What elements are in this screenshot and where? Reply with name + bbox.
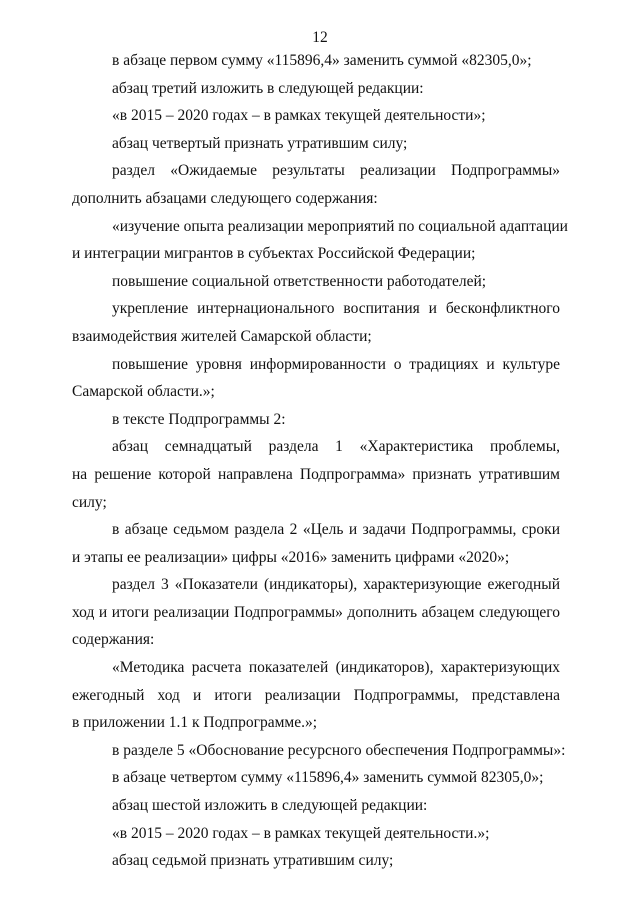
text-line: в приложении 1.1 к Подпрограмме.»; (72, 714, 318, 732)
text-line: абзац четвертый признать утратившим силу; (112, 134, 408, 152)
text-line: на решение которой направлена Подпрограмма» признать утратившим (72, 465, 560, 483)
text-line: абзац семнадцатый раздела 1 «Характеристика проблемы, (112, 438, 560, 456)
text-line: ход и итоги реализации Подпрограммы» дополнить абзацем следующего (72, 603, 560, 621)
text-line: «Методика расчета показателей (индикаторов), характеризующих (112, 659, 560, 677)
text-line: содержания: (72, 631, 155, 649)
text-line: укрепление интернационального воспитания и бесконфликтного (112, 300, 560, 318)
text-line: раздел 3 «Показатели (индикаторы), характеризующие ежегодный (112, 576, 560, 594)
text-line: абзац седьмой признать утратившим силу; (112, 852, 394, 870)
text-line: в абзаце четвертом сумму «115896,4» заменить суммой 82305,0»; (112, 769, 544, 787)
text-line: взаимодействия жителей Самарской области; (72, 327, 372, 345)
text-line: ежегодный ход и итоги реализации Подпрограммы, представлена (72, 686, 560, 704)
text-line: в разделе 5 «Обоснование ресурсного обеспечения Подпрограммы»: (112, 741, 566, 759)
text-line: и этапы ее реализации» цифры «2016» заменить цифрами «2020»; (72, 548, 510, 566)
text-line: «изучение опыта реализации мероприятий по социальной адаптации (112, 217, 568, 235)
text-line: силу; (72, 493, 107, 511)
text-line: повышение социальной ответственности работодателей; (112, 272, 487, 290)
text-line: и интеграции мигрантов в субъектах Российской Федерации; (72, 245, 476, 263)
text-line: раздел «Ожидаемые результаты реализации Подпрограммы» (112, 162, 560, 180)
text-line: в абзаце первом сумму «115896,4» заменить суммой «82305,0»; (112, 52, 532, 69)
text-line: абзац третий изложить в следующей редакции: (112, 79, 424, 97)
text-line: Самарской области.»; (72, 383, 215, 401)
text-line: в тексте Подпрограммы 2: (112, 410, 286, 428)
text-line: повышение уровня информированности о традициях и культуре (112, 355, 560, 373)
text-line: «в 2015 – 2020 годах – в рамках текущей деятельности»; (112, 107, 486, 125)
text-line: абзац шестой изложить в следующей редакции: (112, 797, 428, 815)
text-line: в абзаце седьмом раздела 2 «Цель и задачи Подпрограммы, сроки (112, 521, 560, 539)
text-line: дополнить абзацами следующего содержания: (72, 189, 378, 207)
document-body (72, 47, 568, 875)
page-number: 12 (312, 29, 328, 46)
text-line: «в 2015 – 2020 годах – в рамках текущей деятельности.»; (112, 824, 490, 842)
